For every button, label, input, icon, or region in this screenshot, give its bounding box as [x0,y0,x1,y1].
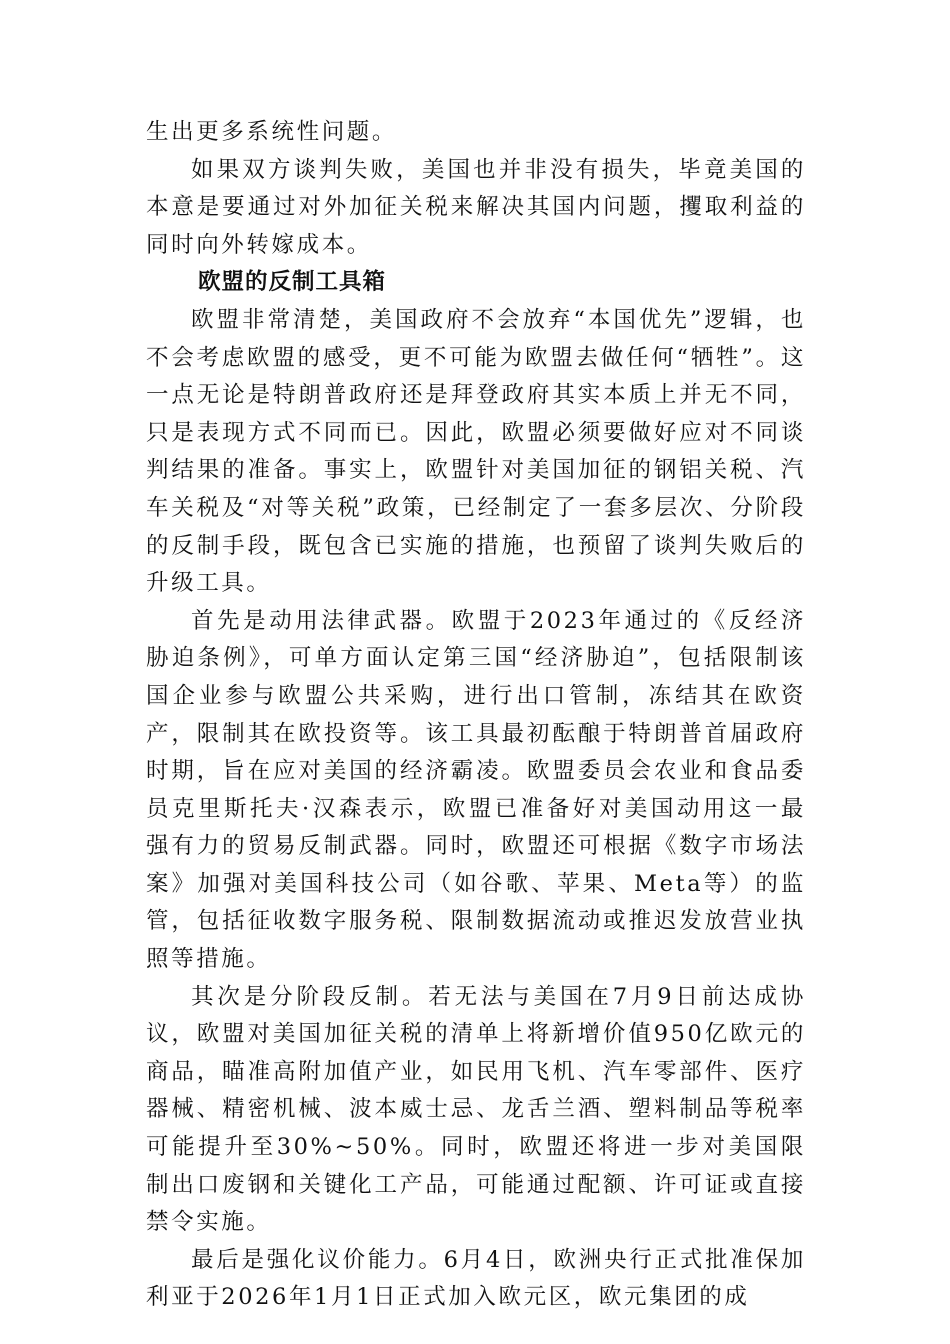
paragraph-bargaining-power: 最后是强化议价能力。6月4日，欧洲央行正式批准保加利亚于2026年1月1日正式加入欧元区，欧元集团的成 [146,1246,806,1311]
paragraph-phased-countermeasures: 其次是分阶段反制。若无法与美国在7月9日前达成协议，欧盟对美国加征关税的清单上将新增价值950亿欧元的商品，瞄准高附加值产业，如民用飞机、汽车零部件、医疗器械、精密机械、波本威士忌、龙舌兰酒、塑料制品等税率可能提升至30%~50%。同时，欧盟还将进一步对美国限制出口废钢和关键化工产品，可能通过配额、许可证或直接禁令实施。 [146,983,806,1236]
paragraph-eu-awareness: 欧盟非常清楚，美国政府不会放弃“本国优先”逻辑，也不会考虑欧盟的感受，更不可能为欧盟去做任何“牺牲”。这一点无论是特朗普政府还是拜登政府其实本质上并无不同，只是表现方式不同而已。因此，欧盟必须要做好应对不同谈判结果的准备。事实上，欧盟针对美国加征的钢铝关税、汽车关税及“对等关税”政策，已经制定了一套多层次、分阶段的反制手段，既包含已实施的措施，也预留了谈判失败后的升级工具。 [146,306,806,597]
paragraph-legal-weapons: 首先是动用法律武器。欧盟于2023年通过的《反经济胁迫条例》，可单方面认定第三国“经济胁迫”，包括限制该国企业参与欧盟公共采购，进行出口管制，冻结其在欧资产，限制其在欧投资等。该工具最初酝酿于特朗普首届政府时期，旨在应对美国的经济霸凌。欧盟委员会农业和食品委员克里斯托夫·汉森表示，欧盟已准备好对美国动用这一最强有力的贸易反制武器。同时，欧盟还可根据《数字市场法案》加强对美国科技公司（如谷歌、苹果、Meta等）的监管，包括征收数字服务税、限制数据流动或推迟发放营业执照等措施。 [146,607,806,973]
paragraph-us-loss: 如果双方谈判失败，美国也并非没有损失，毕竟美国的本意是要通过对外加征关税来解决其国内问题，攫取利益的同时向外转嫁成本。 [146,156,806,258]
paragraph-continuation: 生出更多系统性问题。 [146,119,398,145]
section-heading: 欧盟的反制工具箱 [198,269,387,296]
document-body [146,114,806,1317]
